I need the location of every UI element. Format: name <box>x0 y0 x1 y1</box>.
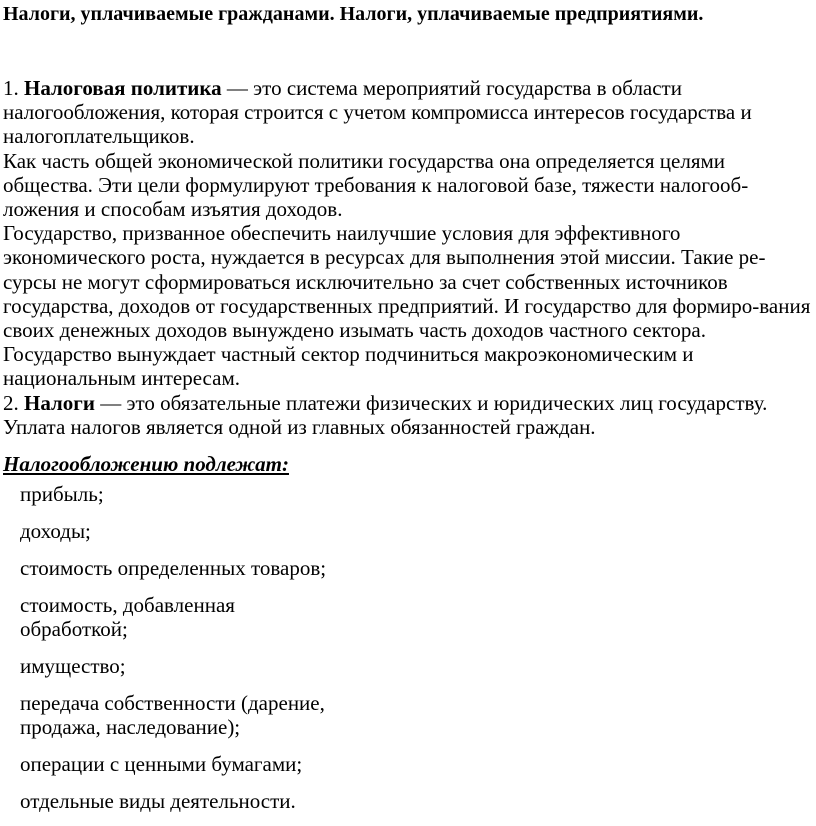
section-1-definition <box>3 76 813 149</box>
list-item: передача собственности (дарение, продажа, наследование); <box>20 691 325 739</box>
taxation-list <box>20 482 360 826</box>
section-2-term: Налоги <box>24 390 95 415</box>
list-item: прибыль; <box>20 482 104 506</box>
document-body <box>3 76 813 439</box>
list-item: стоимость определенных товаров; <box>20 556 327 580</box>
list-item: имущество; <box>20 654 126 678</box>
list-item: отдельные виды деятельности. <box>20 789 296 813</box>
document-title: Налоги, уплачиваемые гражданами. Налоги, уплачиваемые предприятиями. <box>3 3 704 25</box>
section-1-paragraph-2: Как часть общей экономической политики государства она определяется целями общества. Эти цели формулируют требования к налоговой базе, тяжести налогооб-ложения и способам изъятия доходов. <box>3 148 749 222</box>
section-1-term: Налоговая политика <box>24 76 222 100</box>
taxation-heading: Налогообложению подлежат: <box>3 452 289 476</box>
list-item: стоимость, добавленная обработкой; <box>20 593 235 641</box>
section-1-paragraph-3: Государство, призванное обеспечить наилучшие условия для эффективного экономического роста, нуждается в ресурсах для выполнения этой миссии. Такие ре-сурсы не могут сформироваться исключительно за счет собственных источников государства, доходов от государственных предприятий. И государство для формиро-вания своих денежных доходов вынуждено изымать часть доходов частного сектора. Государство вынуждает частный сектор подчиниться макроэкономическим и национальным интересам. <box>3 221 811 391</box>
section-1-definition-text: — это система мероприятий государства в области налогообложения, которая строится с учетом компромисса интересов государства и налогоплательщиков. <box>3 76 752 149</box>
section-1-number: 1. <box>3 76 19 100</box>
list-item: операции с ценными бумагами; <box>20 752 303 776</box>
section-2-definition-text: — это обязательные платежи физических и юридических лиц государству. <box>94 390 768 415</box>
section-2-paragraph-2: Уплата налогов является одной из главных обязанностей граждан. <box>3 414 596 439</box>
section-2-definition <box>3 391 813 415</box>
section-2-number: 2. <box>3 390 19 415</box>
list-item: доходы; <box>20 519 91 543</box>
